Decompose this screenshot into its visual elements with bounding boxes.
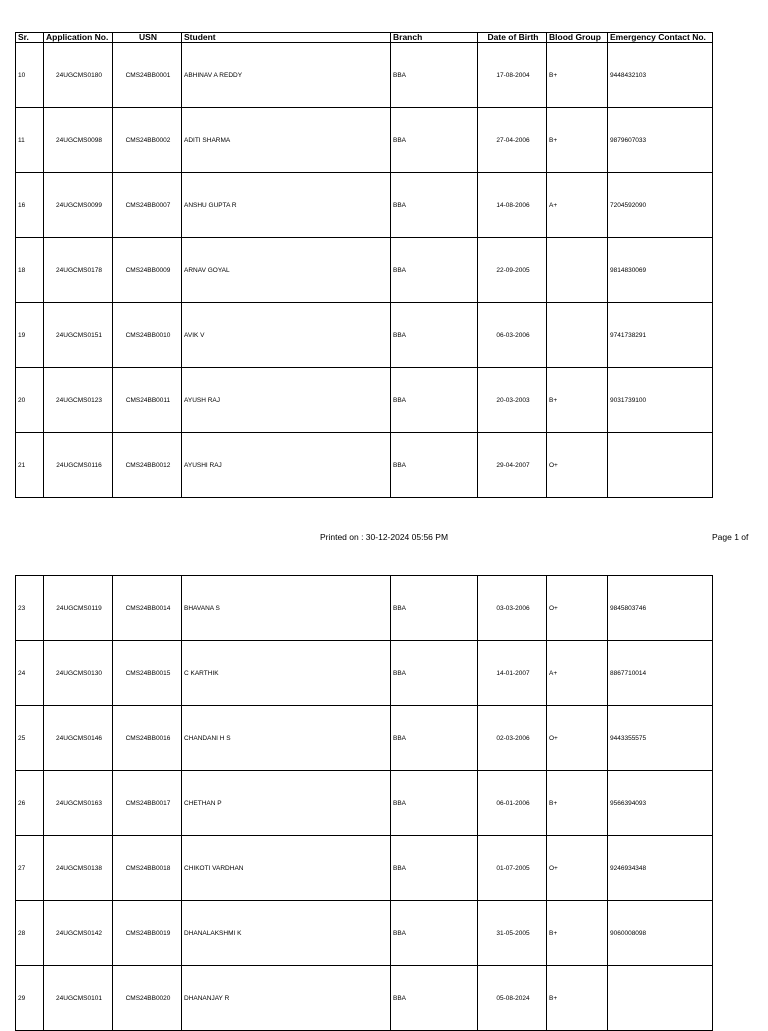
- cell-sr: 29: [16, 966, 44, 1031]
- cell-usn: CMS24BB0019: [113, 901, 182, 966]
- cell-branch: BBA: [391, 238, 478, 303]
- table-row: [16, 576, 713, 641]
- cell-date-of-birth: 02-03-2006: [478, 706, 547, 771]
- cell-blood-group: B+: [547, 368, 608, 433]
- cell-emergency-contact: 9814830069: [608, 238, 713, 303]
- cell-blood-group: [547, 238, 608, 303]
- cell-emergency-contact: 9448432103: [608, 43, 713, 108]
- cell-blood-group: [547, 303, 608, 368]
- cell-date-of-birth: 22-09-2005: [478, 238, 547, 303]
- cell-student: CHETHAN P: [182, 771, 391, 836]
- table-row: [16, 43, 713, 108]
- cell-usn: CMS24BB0020: [113, 966, 182, 1031]
- cell-usn: CMS24BB0017: [113, 771, 182, 836]
- table-row: [16, 771, 713, 836]
- cell-usn: CMS24BB0010: [113, 303, 182, 368]
- cell-student: CHANDANI H S: [182, 706, 391, 771]
- cell-date-of-birth: 27-04-2006: [478, 108, 547, 173]
- cell-student: DHANANJAY R: [182, 966, 391, 1031]
- cell-branch: BBA: [391, 43, 478, 108]
- cell-branch: BBA: [391, 368, 478, 433]
- cell-usn: CMS24BB0018: [113, 836, 182, 901]
- cell-student: AVIK V: [182, 303, 391, 368]
- cell-sr: 20: [16, 368, 44, 433]
- cell-application-no: 24UGCMS0098: [44, 108, 113, 173]
- table-row: [16, 433, 713, 498]
- cell-application-no: 24UGCMS0119: [44, 576, 113, 641]
- cell-usn: CMS24BB0016: [113, 706, 182, 771]
- cell-sr: 27: [16, 836, 44, 901]
- page-number: Page 1 of: [712, 532, 749, 542]
- cell-branch: BBA: [391, 966, 478, 1031]
- cell-application-no: 24UGCMS0101: [44, 966, 113, 1031]
- cell-branch: BBA: [391, 771, 478, 836]
- header-emergency-contact: Emergency Contact No.: [608, 33, 713, 43]
- cell-sr: 24: [16, 641, 44, 706]
- table-header-row: [16, 33, 713, 43]
- header-date-of-birth: Date of Birth: [478, 33, 547, 43]
- header-sr: Sr.: [16, 33, 44, 43]
- cell-branch: BBA: [391, 641, 478, 706]
- cell-usn: CMS24BB0009: [113, 238, 182, 303]
- cell-date-of-birth: 03-03-2006: [478, 576, 547, 641]
- cell-date-of-birth: 29-04-2007: [478, 433, 547, 498]
- table-row: [16, 706, 713, 771]
- cell-application-no: 24UGCMS0099: [44, 173, 113, 238]
- cell-application-no: 24UGCMS0146: [44, 706, 113, 771]
- cell-emergency-contact: [608, 966, 713, 1031]
- cell-sr: 11: [16, 108, 44, 173]
- cell-blood-group: B+: [547, 966, 608, 1031]
- cell-date-of-birth: 31-05-2005: [478, 901, 547, 966]
- cell-date-of-birth: 14-01-2007: [478, 641, 547, 706]
- cell-application-no: 24UGCMS0151: [44, 303, 113, 368]
- cell-emergency-contact: 9443355575: [608, 706, 713, 771]
- cell-usn: CMS24BB0014: [113, 576, 182, 641]
- cell-branch: BBA: [391, 706, 478, 771]
- cell-emergency-contact: 9741738291: [608, 303, 713, 368]
- cell-blood-group: B+: [547, 108, 608, 173]
- cell-emergency-contact: 8867710014: [608, 641, 713, 706]
- cell-student: ARNAV GOYAL: [182, 238, 391, 303]
- cell-date-of-birth: 01-07-2005: [478, 836, 547, 901]
- table-row: [16, 836, 713, 901]
- cell-emergency-contact: 9566394093: [608, 771, 713, 836]
- cell-student: ADITI SHARMA: [182, 108, 391, 173]
- cell-sr: 21: [16, 433, 44, 498]
- cell-application-no: 24UGCMS0163: [44, 771, 113, 836]
- cell-student: ABHINAV A REDDY: [182, 43, 391, 108]
- cell-branch: BBA: [391, 836, 478, 901]
- cell-blood-group: A+: [547, 641, 608, 706]
- cell-application-no: 24UGCMS0178: [44, 238, 113, 303]
- cell-usn: CMS24BB0015: [113, 641, 182, 706]
- cell-blood-group: O+: [547, 576, 608, 641]
- cell-emergency-contact: 9246934348: [608, 836, 713, 901]
- cell-student: DHANALAKSHMI K: [182, 901, 391, 966]
- cell-emergency-contact: 9879607033: [608, 108, 713, 173]
- cell-date-of-birth: 06-01-2006: [478, 771, 547, 836]
- cell-branch: BBA: [391, 433, 478, 498]
- table-row: [16, 108, 713, 173]
- cell-sr: 25: [16, 706, 44, 771]
- cell-blood-group: B+: [547, 771, 608, 836]
- cell-emergency-contact: 9060008098: [608, 901, 713, 966]
- cell-sr: 26: [16, 771, 44, 836]
- cell-sr: 10: [16, 43, 44, 108]
- cell-sr: 19: [16, 303, 44, 368]
- cell-date-of-birth: 20-03-2003: [478, 368, 547, 433]
- cell-student: CHIKOTI VARDHAN: [182, 836, 391, 901]
- header-student: Student: [182, 33, 391, 43]
- cell-branch: BBA: [391, 901, 478, 966]
- cell-branch: BBA: [391, 173, 478, 238]
- cell-usn: CMS24BB0012: [113, 433, 182, 498]
- cell-date-of-birth: 14-08-2006: [478, 173, 547, 238]
- header-usn: USN: [113, 33, 182, 43]
- table-row: [16, 173, 713, 238]
- cell-date-of-birth: 17-08-2004: [478, 43, 547, 108]
- cell-sr: 28: [16, 901, 44, 966]
- cell-usn: CMS24BB0001: [113, 43, 182, 108]
- cell-student: ANSHU GUPTA R: [182, 173, 391, 238]
- cell-application-no: 24UGCMS0123: [44, 368, 113, 433]
- header-branch: Branch: [391, 33, 478, 43]
- cell-branch: BBA: [391, 303, 478, 368]
- cell-student: AYUSHI RAJ: [182, 433, 391, 498]
- cell-student: AYUSH RAJ: [182, 368, 391, 433]
- cell-application-no: 24UGCMS0142: [44, 901, 113, 966]
- cell-sr: 16: [16, 173, 44, 238]
- student-table-page-1: [15, 32, 713, 498]
- cell-student: C KARTHIK: [182, 641, 391, 706]
- cell-blood-group: O+: [547, 433, 608, 498]
- cell-sr: 23: [16, 576, 44, 641]
- cell-emergency-contact: 9031739100: [608, 368, 713, 433]
- cell-blood-group: O+: [547, 836, 608, 901]
- cell-date-of-birth: 05-08-2024: [478, 966, 547, 1031]
- cell-usn: CMS24BB0007: [113, 173, 182, 238]
- cell-usn: CMS24BB0011: [113, 368, 182, 433]
- cell-blood-group: O+: [547, 706, 608, 771]
- header-application-no: Application No.: [44, 33, 113, 43]
- table-row: [16, 303, 713, 368]
- cell-application-no: 24UGCMS0138: [44, 836, 113, 901]
- cell-sr: 18: [16, 238, 44, 303]
- cell-blood-group: A+: [547, 173, 608, 238]
- cell-student: BHAVANA S: [182, 576, 391, 641]
- cell-application-no: 24UGCMS0180: [44, 43, 113, 108]
- cell-application-no: 24UGCMS0130: [44, 641, 113, 706]
- cell-usn: CMS24BB0002: [113, 108, 182, 173]
- cell-emergency-contact: [608, 433, 713, 498]
- cell-branch: BBA: [391, 108, 478, 173]
- table-row: [16, 901, 713, 966]
- cell-application-no: 24UGCMS0116: [44, 433, 113, 498]
- cell-blood-group: B+: [547, 43, 608, 108]
- table-row: [16, 368, 713, 433]
- cell-emergency-contact: 9845803746: [608, 576, 713, 641]
- cell-branch: BBA: [391, 576, 478, 641]
- printed-on-text: Printed on : 30-12-2024 05:56 PM: [319, 532, 449, 542]
- table-row: [16, 966, 713, 1031]
- student-table-page-2: [15, 575, 713, 1031]
- table-row: [16, 238, 713, 303]
- table-row: [16, 641, 713, 706]
- header-blood-group: Blood Group: [547, 33, 608, 43]
- cell-date-of-birth: 06-03-2006: [478, 303, 547, 368]
- cell-blood-group: B+: [547, 901, 608, 966]
- cell-emergency-contact: 7204592090: [608, 173, 713, 238]
